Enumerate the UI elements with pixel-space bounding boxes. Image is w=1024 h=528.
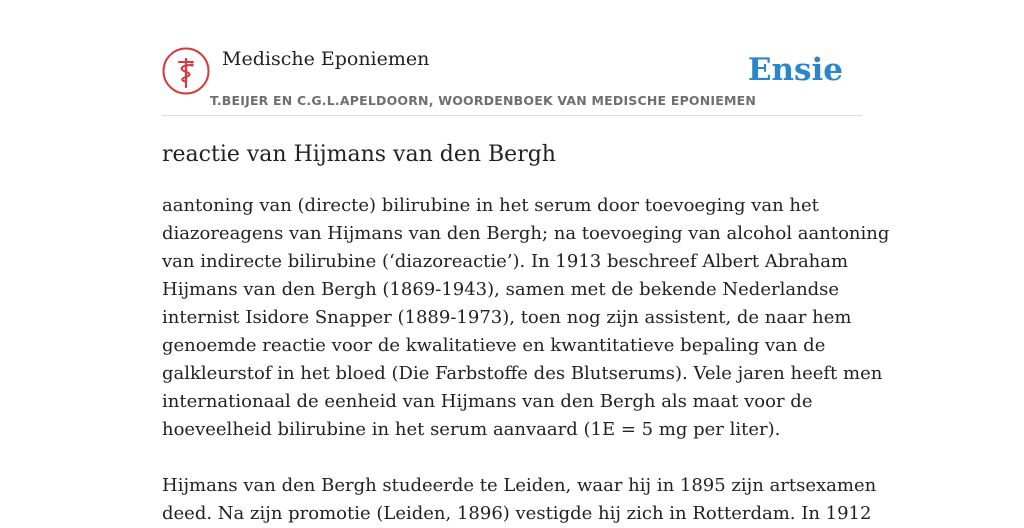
- paragraph-line: van indirecte bilirubine (‘diazoreactie’). In 1913 beschreef Albert Abraham: [162, 251, 849, 272]
- paragraph-line: genoemde reactie voor de kwalitatieve en kwantitatieve bepaling van de: [162, 335, 826, 356]
- paragraph: [162, 472, 877, 528]
- paragraph-line: deed. Na zijn promotie (Leiden, 1896) vestigde hij zich in Rotterdam. In 1912: [162, 503, 872, 524]
- paragraph-line: Hijmans van den Bergh studeerde te Leiden, waar hij in 1895 zijn artsexamen: [162, 475, 877, 496]
- source-subtitle: T.BEIJER EN C.G.L.APELDOORN, WOORDENBOEK VAN MEDISCHE EPONIEMEN: [210, 93, 757, 108]
- caduceus-icon[interactable]: [162, 47, 210, 95]
- paragraph-gap: [162, 444, 862, 472]
- entry-title: reactie van Hijmans van den Bergh: [162, 142, 556, 167]
- header-divider: [162, 115, 862, 116]
- paragraph-line: aantoning van (directe) bilirubine in het serum door toevoeging van het: [162, 195, 819, 216]
- paragraph-line: diazoreagens van Hijmans van den Bergh; na toevoeging van alcohol aantoning: [162, 223, 890, 244]
- paragraph: [162, 192, 890, 444]
- paragraph-line: galkleurstof in het bloed (Die Farbstoffe des Blutserums). Vele jaren heeft men: [162, 363, 883, 384]
- paragraph-line: internist Isidore Snapper (1889-1973), toen nog zijn assistent, de naar hem: [162, 307, 852, 328]
- brand-logo[interactable]: Ensie: [747, 52, 843, 88]
- source-title[interactable]: Medische Eponiemen: [222, 48, 430, 70]
- paragraph-line: hoeveelheid bilirubine in het serum aanvaard (1E = 5 mg per liter).: [162, 419, 781, 440]
- entry-content: [162, 192, 890, 528]
- paragraph-line: Hijmans van den Bergh (1869-1943), samen met de bekende Nederlandse: [162, 279, 840, 300]
- paragraph-line: internationaal de eenheid van Hijmans van den Bergh als maat voor de: [162, 391, 813, 412]
